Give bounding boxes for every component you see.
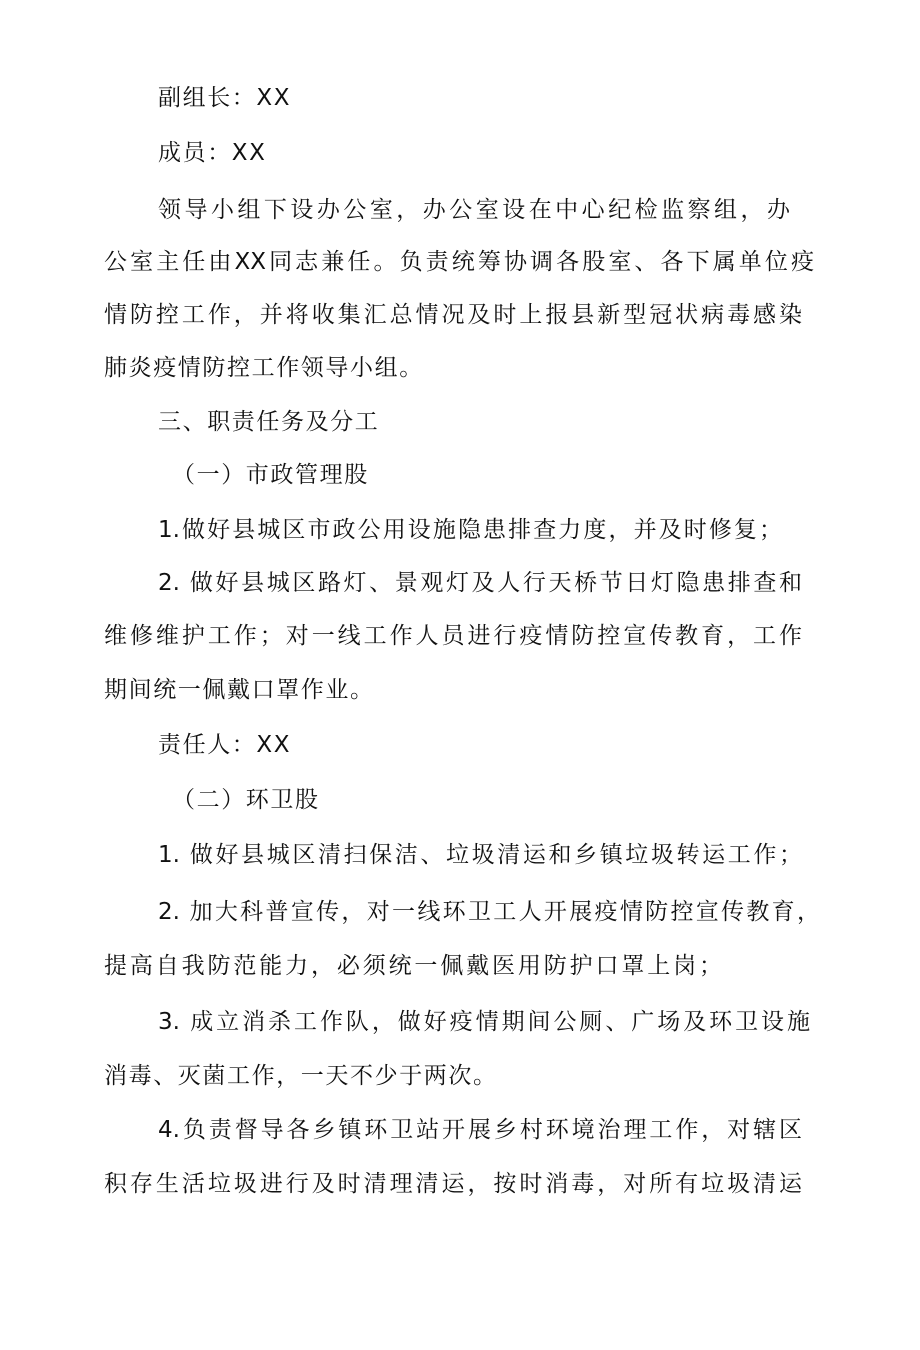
subsection-heading: （一）市政管理股 <box>172 462 369 488</box>
deputy-leader-line: 副组长：XX <box>158 85 292 111</box>
paragraph-line: 2. 做好县城区路灯、景观灯及人行天桥节日灯隐患排查和 <box>158 570 802 596</box>
paragraph-line: 提高自我防范能力，必须统一佩戴医用防护口罩上岗； <box>104 953 722 979</box>
subsection-heading: （二）环卫股 <box>172 787 320 813</box>
paragraph-line: 情防控工作，并将收集汇总情况及时上报县新型冠状病毒感染 <box>104 302 802 328</box>
section-heading: 三、职责任务及分工 <box>158 409 380 435</box>
paragraph-line: 4.负责督导各乡镇环卫站开展乡村环境治理工作，对辖区 <box>158 1117 802 1143</box>
paragraph-line: 维修维护工作；对一线工作人员进行疫情防控宣传教育，工作 <box>104 623 802 649</box>
paragraph-line: 1.做好县城区市政公用设施隐患排查力度，并及时修复； <box>158 517 782 543</box>
paragraph-line: 积存生活垃圾进行及时清理清运，按时消毒，对所有垃圾清运 <box>104 1171 802 1197</box>
paragraph-line: 3. 成立消杀工作队，做好疫情期间公厕、广场及环卫设施 <box>158 1009 810 1035</box>
members-line: 成员：XX <box>158 140 267 166</box>
paragraph-line: 期间统一佩戴口罩作业。 <box>104 677 375 703</box>
paragraph-line: 领导小组下设办公室，办公室设在中心纪检监察组，办 <box>158 197 790 223</box>
paragraph-line: 1. 做好县城区清扫保洁、垃圾清运和乡镇垃圾转运工作； <box>158 842 802 868</box>
responsible-person-line: 责任人：XX <box>158 732 292 758</box>
paragraph-line: 2. 加大科普宣传，对一线环卫工人开展疫情防控宣传教育， <box>158 899 820 925</box>
paragraph-line: 消毒、灭菌工作，一天不少于两次。 <box>104 1063 498 1089</box>
paragraph-line: 公室主任由XX同志兼任。负责统筹协调各股室、各下属单位疫 <box>104 249 814 275</box>
paragraph-line: 肺炎疫情防控工作领导小组。 <box>104 355 424 381</box>
